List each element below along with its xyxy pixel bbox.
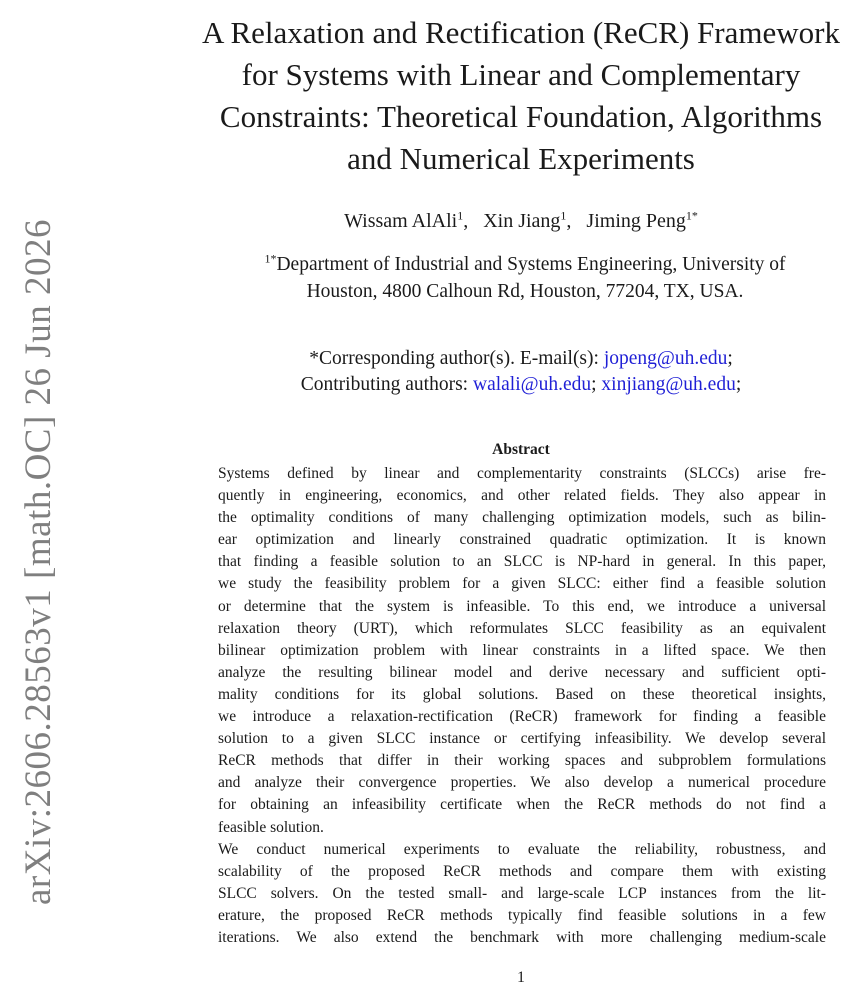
abstract-line: solution to a given SLCC instance or certifying infeasibility. We develop several: [218, 730, 826, 748]
author: [586, 210, 697, 232]
abstract-line: scalability of the proposed ReCR methods and compare them with existing: [218, 862, 826, 880]
contributing-email-link[interactable]: walali@uh.edu: [472, 374, 592, 395]
corresponding-label: *Corresponding author(s). E-mail(s):: [309, 348, 604, 369]
abstract-line: that finding a feasible solution to an SLCC is NP-hard in general. In this paper,: [218, 553, 826, 571]
abstract-line: analyze the resulting bilinear model and derive necessary and sufficient opti-: [218, 663, 826, 681]
punctuation: ;: [727, 348, 733, 369]
author-list: [190, 210, 852, 233]
punctuation: ;: [735, 374, 742, 395]
abstract-line: We conduct numerical experiments to evaluate the reliability, robustness, and: [218, 840, 826, 858]
punctuation: ;: [591, 374, 602, 395]
contributing-label: Contributing authors:: [300, 374, 473, 395]
abstract-line: for obtaining an infeasibility certificate when the ReCR methods do not find a: [218, 796, 826, 814]
contributing-authors-line: [190, 372, 852, 398]
contact-info: [190, 346, 852, 398]
title-line: A Relaxation and Rectification (ReCR) Framework: [202, 15, 840, 50]
page-number: 1: [517, 969, 525, 986]
affiliation-text: Department of Industrial and Systems Engineering, University of: [276, 254, 786, 275]
title-line: for Systems with Linear and Complementary: [241, 57, 801, 92]
affiliation-line: [200, 251, 850, 278]
abstract-heading: Abstract: [492, 441, 550, 458]
author-separator: ,: [566, 210, 572, 232]
abstract-line: we introduce a relaxation-rectification (ReCR) framework for finding a feasible: [218, 708, 826, 726]
author-affiliation-mark: 1: [457, 208, 464, 223]
title-line: Constraints: Theoretical Foundation, Algorithms: [219, 99, 823, 134]
author-name: Xin Jiang: [483, 210, 561, 232]
contributing-email-link[interactable]: xinjiang@uh.edu: [601, 374, 736, 395]
abstract-line: ear optimization and linearly constrained quadratic optimization. It is known: [218, 531, 826, 549]
author-affiliation-mark: 1: [560, 208, 567, 223]
arxiv-identifier: arXiv:2606.28563v1 [math.OC] 26 Jun 2026: [18, 219, 59, 905]
abstract-line: we study the feasibility problem for a given SLCC: either find a feasible solution: [218, 575, 826, 593]
abstract-line: mality conditions for its global solutions. Based on these theoretical insights,: [218, 685, 826, 703]
abstract-line: iterations. We also extend the benchmark with more challenging medium-scale: [218, 928, 826, 946]
corresponding-author-line: [190, 346, 852, 372]
abstract-line: feasible solution.: [218, 818, 324, 836]
author-name: Wissam AlAli: [344, 210, 458, 232]
abstract-line: Systems defined by linear and complementarity constraints (SLCCs) arise fre-: [218, 465, 826, 482]
affiliation-mark: 1*: [264, 251, 277, 266]
author-separator: ,: [463, 210, 469, 232]
affiliation-line: Houston, 4800 Calhoun Rd, Houston, 77204, TX, USA.: [306, 281, 744, 302]
abstract-line: relaxation theory (URT), which reformulates SLCC feasibility as an equivalent: [218, 619, 826, 637]
corresponding-email-link[interactable]: jopeng@uh.edu: [603, 348, 728, 369]
abstract-body: [218, 463, 826, 949]
abstract-line: erature, the proposed ReCR methods typically find feasible solutions in a few: [218, 906, 826, 924]
abstract-line: SLCC solvers. On the tested small- and large-scale LCP instances from the lit-: [218, 884, 826, 902]
abstract-line: or determine that the system is infeasible. To this end, we introduce a universal: [218, 597, 826, 615]
author-affiliation-mark: 1*: [685, 208, 698, 223]
author: [483, 210, 571, 232]
abstract-line: bilinear optimization problem with linear constraints in a lifted space. We then: [218, 641, 826, 659]
abstract-line: ReCR methods that differ in their working spaces and subproblem formulations: [218, 752, 826, 770]
paper-title: [190, 12, 852, 180]
abstract-line: quently in engineering, economics, and other related fields. They also appear in: [218, 487, 826, 505]
title-line: and Numerical Experiments: [347, 141, 695, 176]
abstract-line: and analyze their convergence properties. We also develop a numerical procedure: [218, 774, 826, 792]
author-name: Jiming Peng: [586, 210, 686, 232]
affiliation: [200, 251, 850, 305]
abstract-line: the optimality conditions of many challenging optimization models, such as bilin-: [218, 509, 826, 527]
author: [344, 210, 468, 232]
